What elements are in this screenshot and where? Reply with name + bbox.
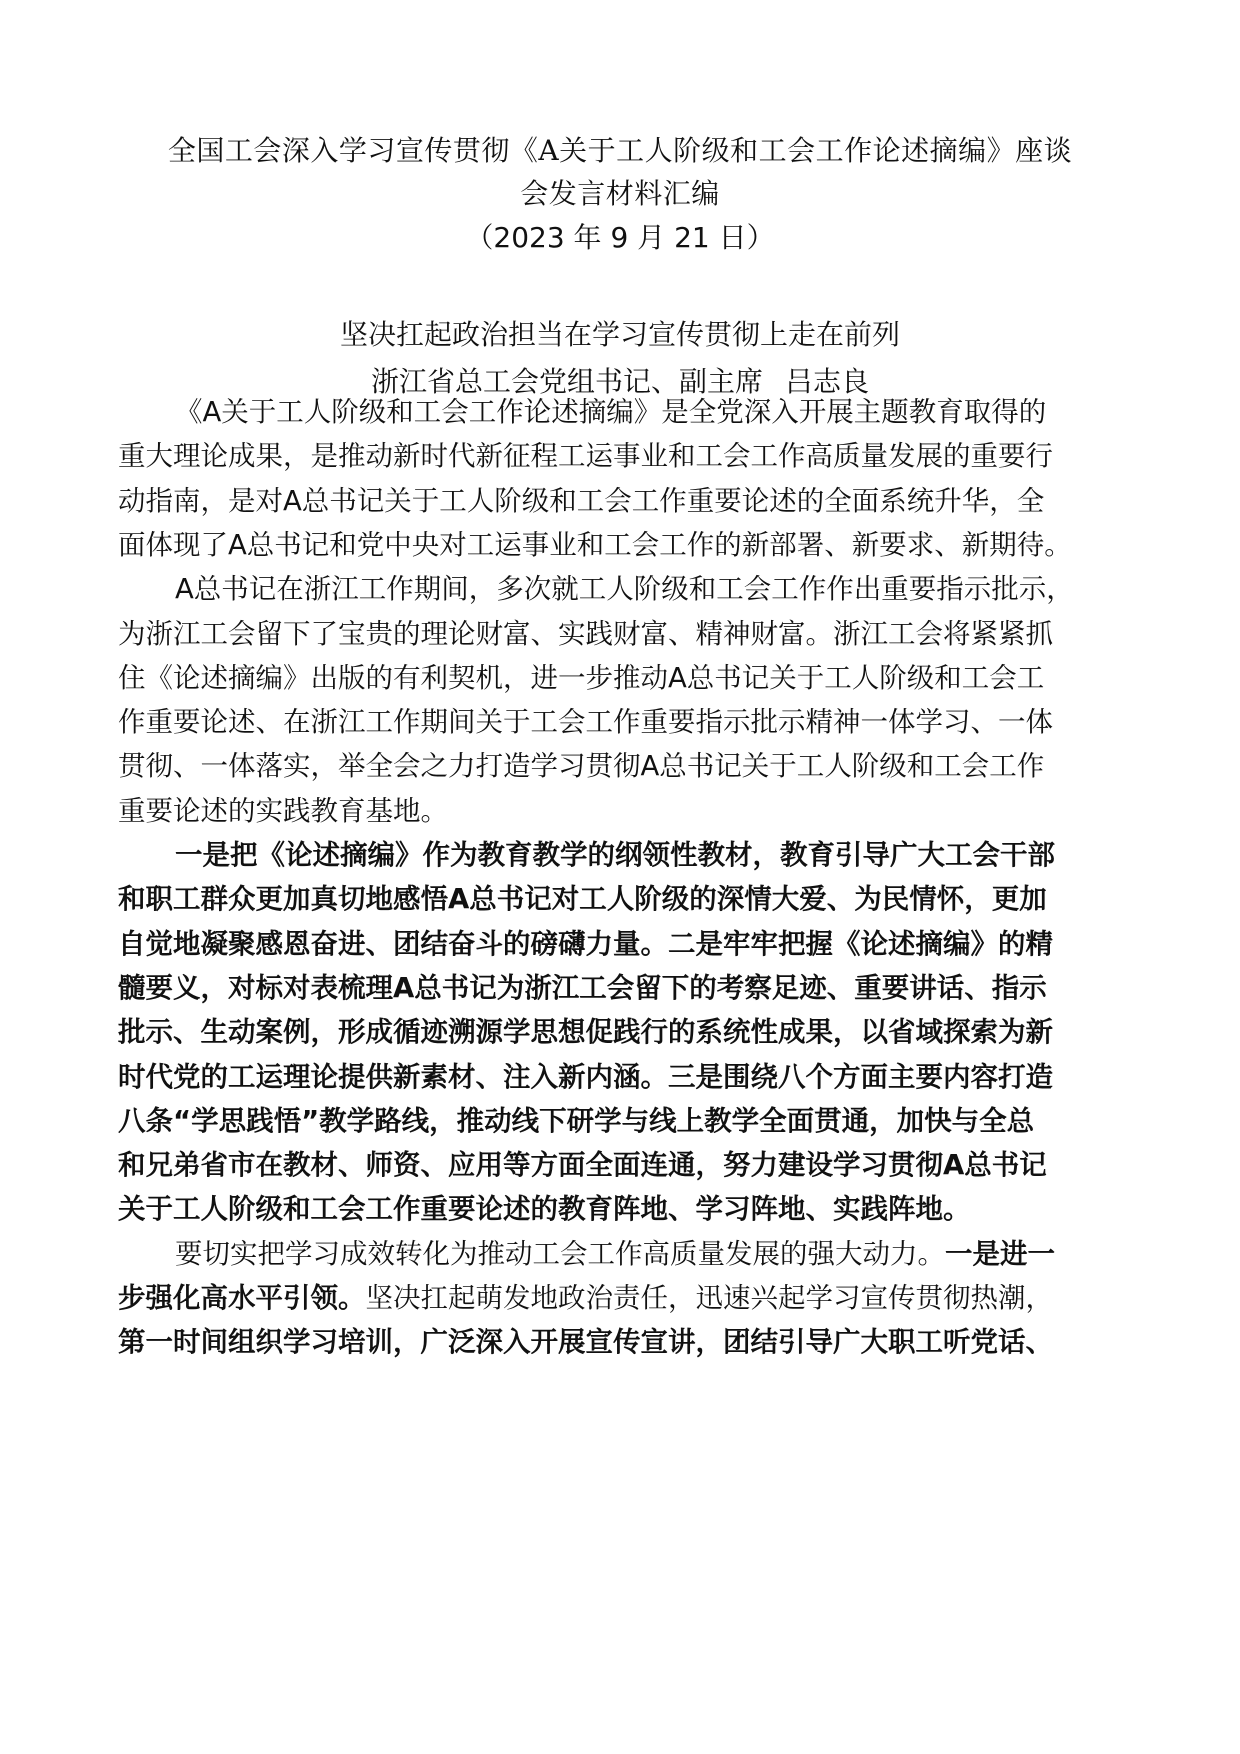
text-line: [118, 1145, 1130, 1185]
text-line: [175, 835, 1130, 875]
text-segment: 作重要论述、在浙江工作期间关于工会工作重要指示批示精神一体学习、一体: [118, 706, 1053, 738]
text-segment: 重大理论成果，是推动新时代新征程工运事业和工会工作高质量发展的重要行: [118, 440, 1053, 472]
text-segment: 动指南，是对A总书记关于工人阶级和工会工作重要论述的全面系统升华，全: [118, 485, 1045, 517]
text-segment: 要切实把学习成效转化为推动工会工作高质量发展的强大动力。: [175, 1238, 945, 1270]
text-line: [118, 791, 1130, 831]
text-line: [118, 924, 1130, 964]
text-line: [118, 1278, 1130, 1318]
text-line: [118, 481, 1130, 521]
text-line: [175, 392, 1130, 432]
text-line: [118, 746, 1130, 786]
text-segment: 面体现了A总书记和党中央对工运事业和工会工作的新部署、新要求、新期待。: [118, 529, 1072, 561]
text-line: [118, 525, 1130, 565]
text-line: [118, 968, 1130, 1008]
text-segment: 《A关于工人阶级和工会工作论述摘编》是全党深入开展主题教育取得的: [175, 396, 1047, 428]
document-title-line-2: 会发言材料汇编: [520, 177, 720, 210]
text-line: [118, 1189, 1130, 1229]
bold-text-segment: 关于工人阶级和工会工作重要论述的教育阵地、学习阵地、实践阵地。: [118, 1193, 971, 1225]
bold-text-segment: 一是把《论述摘编》作为教育教学的纲领性教材，教育引导广大工会干部: [175, 839, 1055, 871]
bold-text-segment: 批示、生动案例，形成循迹溯源学思想促践行的系统性成果，以省域探索为新: [118, 1016, 1053, 1048]
text-line: [118, 658, 1130, 698]
text-line: [118, 702, 1130, 742]
text-line: [118, 879, 1130, 919]
bold-text-segment: 八条“学思践悟”教学路线，推动线下研学与线上教学全面贯通，加快与全总: [118, 1105, 1035, 1137]
text-line: [118, 1012, 1130, 1052]
author-name: 吕志良: [785, 365, 870, 398]
text-segment: 坚决扛起萌发地政治责任，迅速兴起学习宣传贯彻热潮，: [365, 1282, 1053, 1314]
bold-text-segment: 时代党的工运理论提供新素材、注入新内涵。三是围绕八个方面主要内容打造: [118, 1061, 1053, 1093]
text-line: [175, 1234, 1130, 1274]
bold-text-segment: 和职工群众更加真切地感悟A总书记对工人阶级的深情大爱、为民情怀，更加: [118, 883, 1047, 915]
text-line: [118, 1101, 1130, 1141]
bold-text-segment: 一是进一: [945, 1238, 1055, 1270]
bold-text-segment: 自觉地凝聚感恩奋进、团结奋斗的磅礴力量。二是牢牢把握《论述摘编》的精: [118, 928, 1053, 960]
text-segment: 为浙江工会留下了宝贵的理论财富、实践财富、精神财富。浙江工会将紧紧抓: [118, 618, 1053, 650]
document-title-line-1: 全国工会深入学习宣传贯彻《A关于工人阶级和工会工作论述摘编》座谈: [167, 134, 1073, 167]
text-line: [118, 614, 1130, 654]
text-line: [118, 1322, 1130, 1362]
document-date: （2023 年 9 月 21 日）: [465, 221, 775, 254]
bold-text-segment: 步强化高水平引领。: [118, 1282, 366, 1314]
bold-text-segment: 第一时间组织学习培训，广泛深入开展宣传宣讲，团结引导广大职工听党话、: [118, 1326, 1053, 1358]
text-line: [175, 569, 1130, 609]
text-segment: 重要论述的实践教育基地。: [118, 795, 448, 827]
text-line: [118, 436, 1130, 476]
text-segment: 贯彻、一体落实，举全会之力打造学习贯彻A总书记关于工人阶级和工会工作: [118, 750, 1045, 782]
speech-title: 坚决扛起政治担当在学习宣传贯彻上走在前列: [339, 318, 900, 351]
author-role: 浙江省总工会党组书记、副主席: [370, 365, 763, 398]
bold-text-segment: 和兄弟省市在教材、师资、应用等方面全面连通，努力建设学习贯彻A总书记: [118, 1149, 1047, 1181]
text-segment: A总书记在浙江工作期间，多次就工人阶级和工会工作作出重要指示批示，: [175, 573, 1074, 605]
text-line: [118, 1057, 1130, 1097]
text-segment: 住《论述摘编》出版的有利契机，进一步推动A总书记关于工人阶级和工会工: [118, 662, 1045, 694]
bold-text-segment: 髓要义，对标对表梳理A总书记为浙江工会留下的考察足迹、重要讲话、指示: [118, 972, 1047, 1004]
